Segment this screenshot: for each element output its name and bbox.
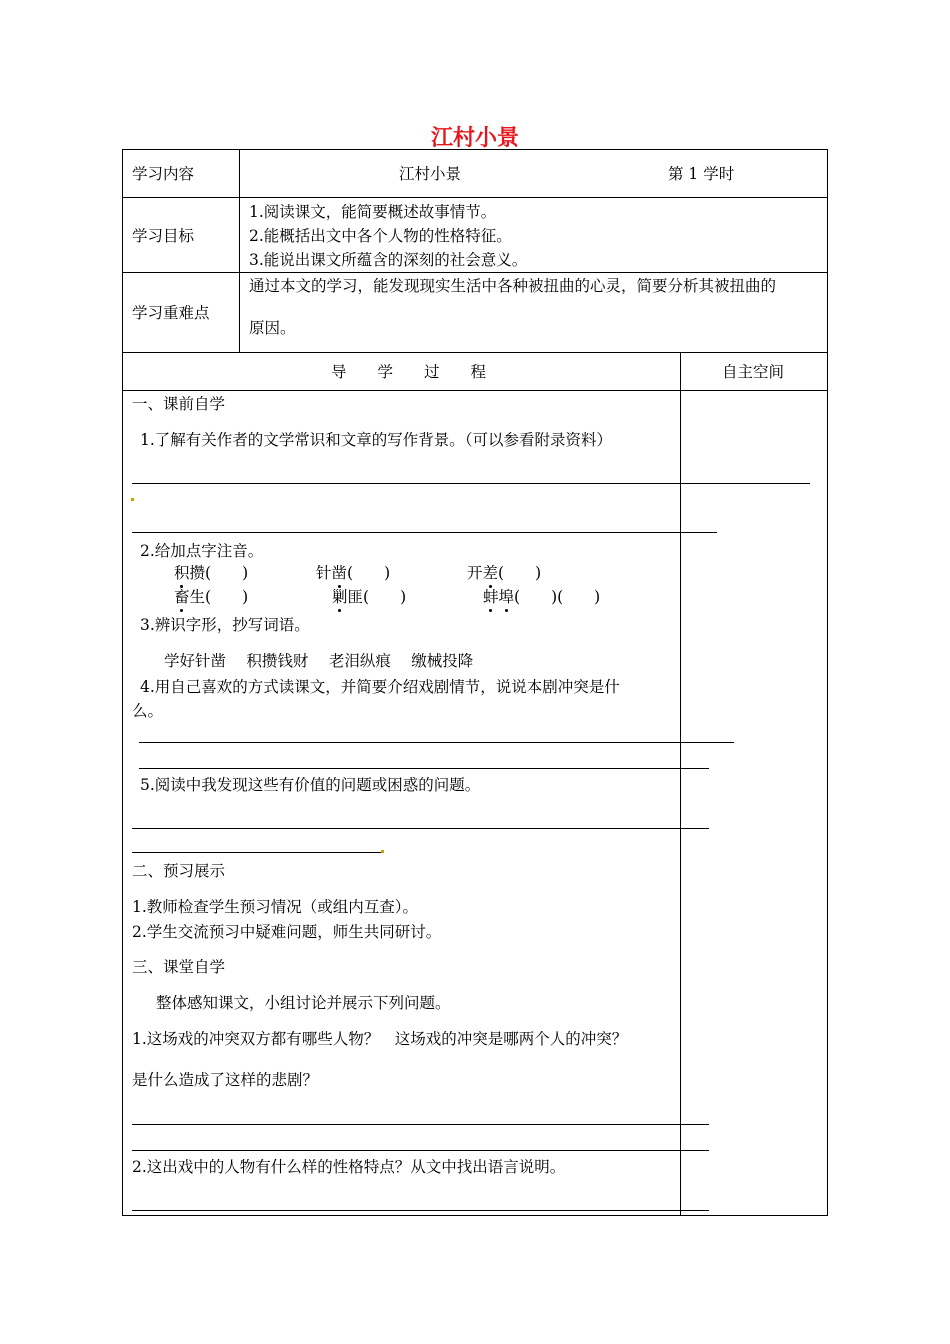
goal-item: 3.能说出课文所蕴含的深刻的社会意义。 xyxy=(249,251,528,269)
space-label: 自主空间 xyxy=(722,363,785,381)
content-value: 江村小景 xyxy=(399,165,462,183)
pinyin-item: 剿匪( ) xyxy=(332,588,407,606)
goal-item: 2.能概括出文中各个人物的性格特征。 xyxy=(249,227,512,245)
stray-mark xyxy=(131,498,134,501)
dotted-char: 畜 xyxy=(174,588,190,606)
content-label: 学习内容 xyxy=(132,165,195,183)
discussion-question-2: 2.这出戏中的人物有什么样的性格特点？从文中找出语言说明。 xyxy=(132,1158,566,1176)
dotted-char: 差 xyxy=(482,564,499,582)
dotted-char: 凿 xyxy=(331,564,348,582)
question-2: 2.给加点字注音。 xyxy=(140,542,264,560)
answer-line xyxy=(132,852,382,853)
dotted-char: 剿 xyxy=(332,588,348,606)
answer-line xyxy=(139,768,709,769)
answer-line xyxy=(132,1210,709,1211)
preview-item: 1.教师检查学生预习情况（或组内互查）。 xyxy=(132,898,419,916)
stray-mark xyxy=(381,850,384,853)
question-1: 1.了解有关作者的文学常识和文章的写作背景。（可以参看附录资料） xyxy=(140,431,613,449)
period-label: 第 1 学时 xyxy=(668,165,735,183)
section-heading: 一、课前自学 xyxy=(132,395,226,413)
dotted-char: 蚌 xyxy=(483,588,499,606)
question-3: 3.辨识字形，抄写词语。 xyxy=(140,616,310,634)
pinyin-item: 开差( ) xyxy=(467,564,542,582)
goals-label: 学习目标 xyxy=(132,227,195,245)
focus-text-line: 通过本文的学习，能发现现实生活中各种被扭曲的心灵，简要分析其被扭曲的 xyxy=(249,277,777,295)
answer-line xyxy=(132,828,709,829)
section-intro: 整体感知课文，小组讨论并展示下列问题。 xyxy=(156,994,451,1012)
question-4: 么。 xyxy=(132,702,164,720)
section-heading: 二、预习展示 xyxy=(132,862,226,880)
process-label: 导 学 过 程 xyxy=(331,363,487,381)
focus-label: 学习重难点 xyxy=(132,304,210,322)
preview-item: 2.学生交流预习中疑难问题，师生共同研讨。 xyxy=(132,923,442,941)
answer-line xyxy=(132,1150,709,1151)
page-title: 江村小景 xyxy=(430,125,519,151)
discussion-question-1: 是什么造成了这样的悲剧？ xyxy=(132,1071,319,1089)
dotted-char: 积 xyxy=(174,564,190,582)
pinyin-item: 针凿( ) xyxy=(316,564,391,582)
answer-line xyxy=(139,742,734,743)
section-heading: 三、课堂自学 xyxy=(132,958,226,976)
goal-item: 1.阅读课文，能简要概述故事情节。 xyxy=(249,203,497,221)
focus-text-line: 原因。 xyxy=(249,319,296,337)
answer-line xyxy=(132,483,810,484)
pinyin-item: 积攒( ) xyxy=(174,564,249,582)
question-4: 4.用自己喜欢的方式读课文，并简要介绍戏剧情节，说说本剧冲突是什 xyxy=(140,678,620,696)
pinyin-item: 蚌埠( )( ) xyxy=(483,588,601,606)
word-list: 学好针凿 积攒钱财 老泪纵痕 缴械投降 xyxy=(164,652,474,670)
answer-line xyxy=(132,1124,709,1125)
dotted-char: 埠 xyxy=(498,588,515,606)
question-5: 5.阅读中我发现这些有价值的问题或困惑的问题。 xyxy=(140,776,481,794)
answer-line xyxy=(132,532,717,533)
pinyin-item: 畜生( ) xyxy=(174,588,249,606)
discussion-question-1: 1.这场戏的冲突双方都有哪些人物？ 这场戏的冲突是哪两个人的冲突？ xyxy=(132,1030,628,1048)
